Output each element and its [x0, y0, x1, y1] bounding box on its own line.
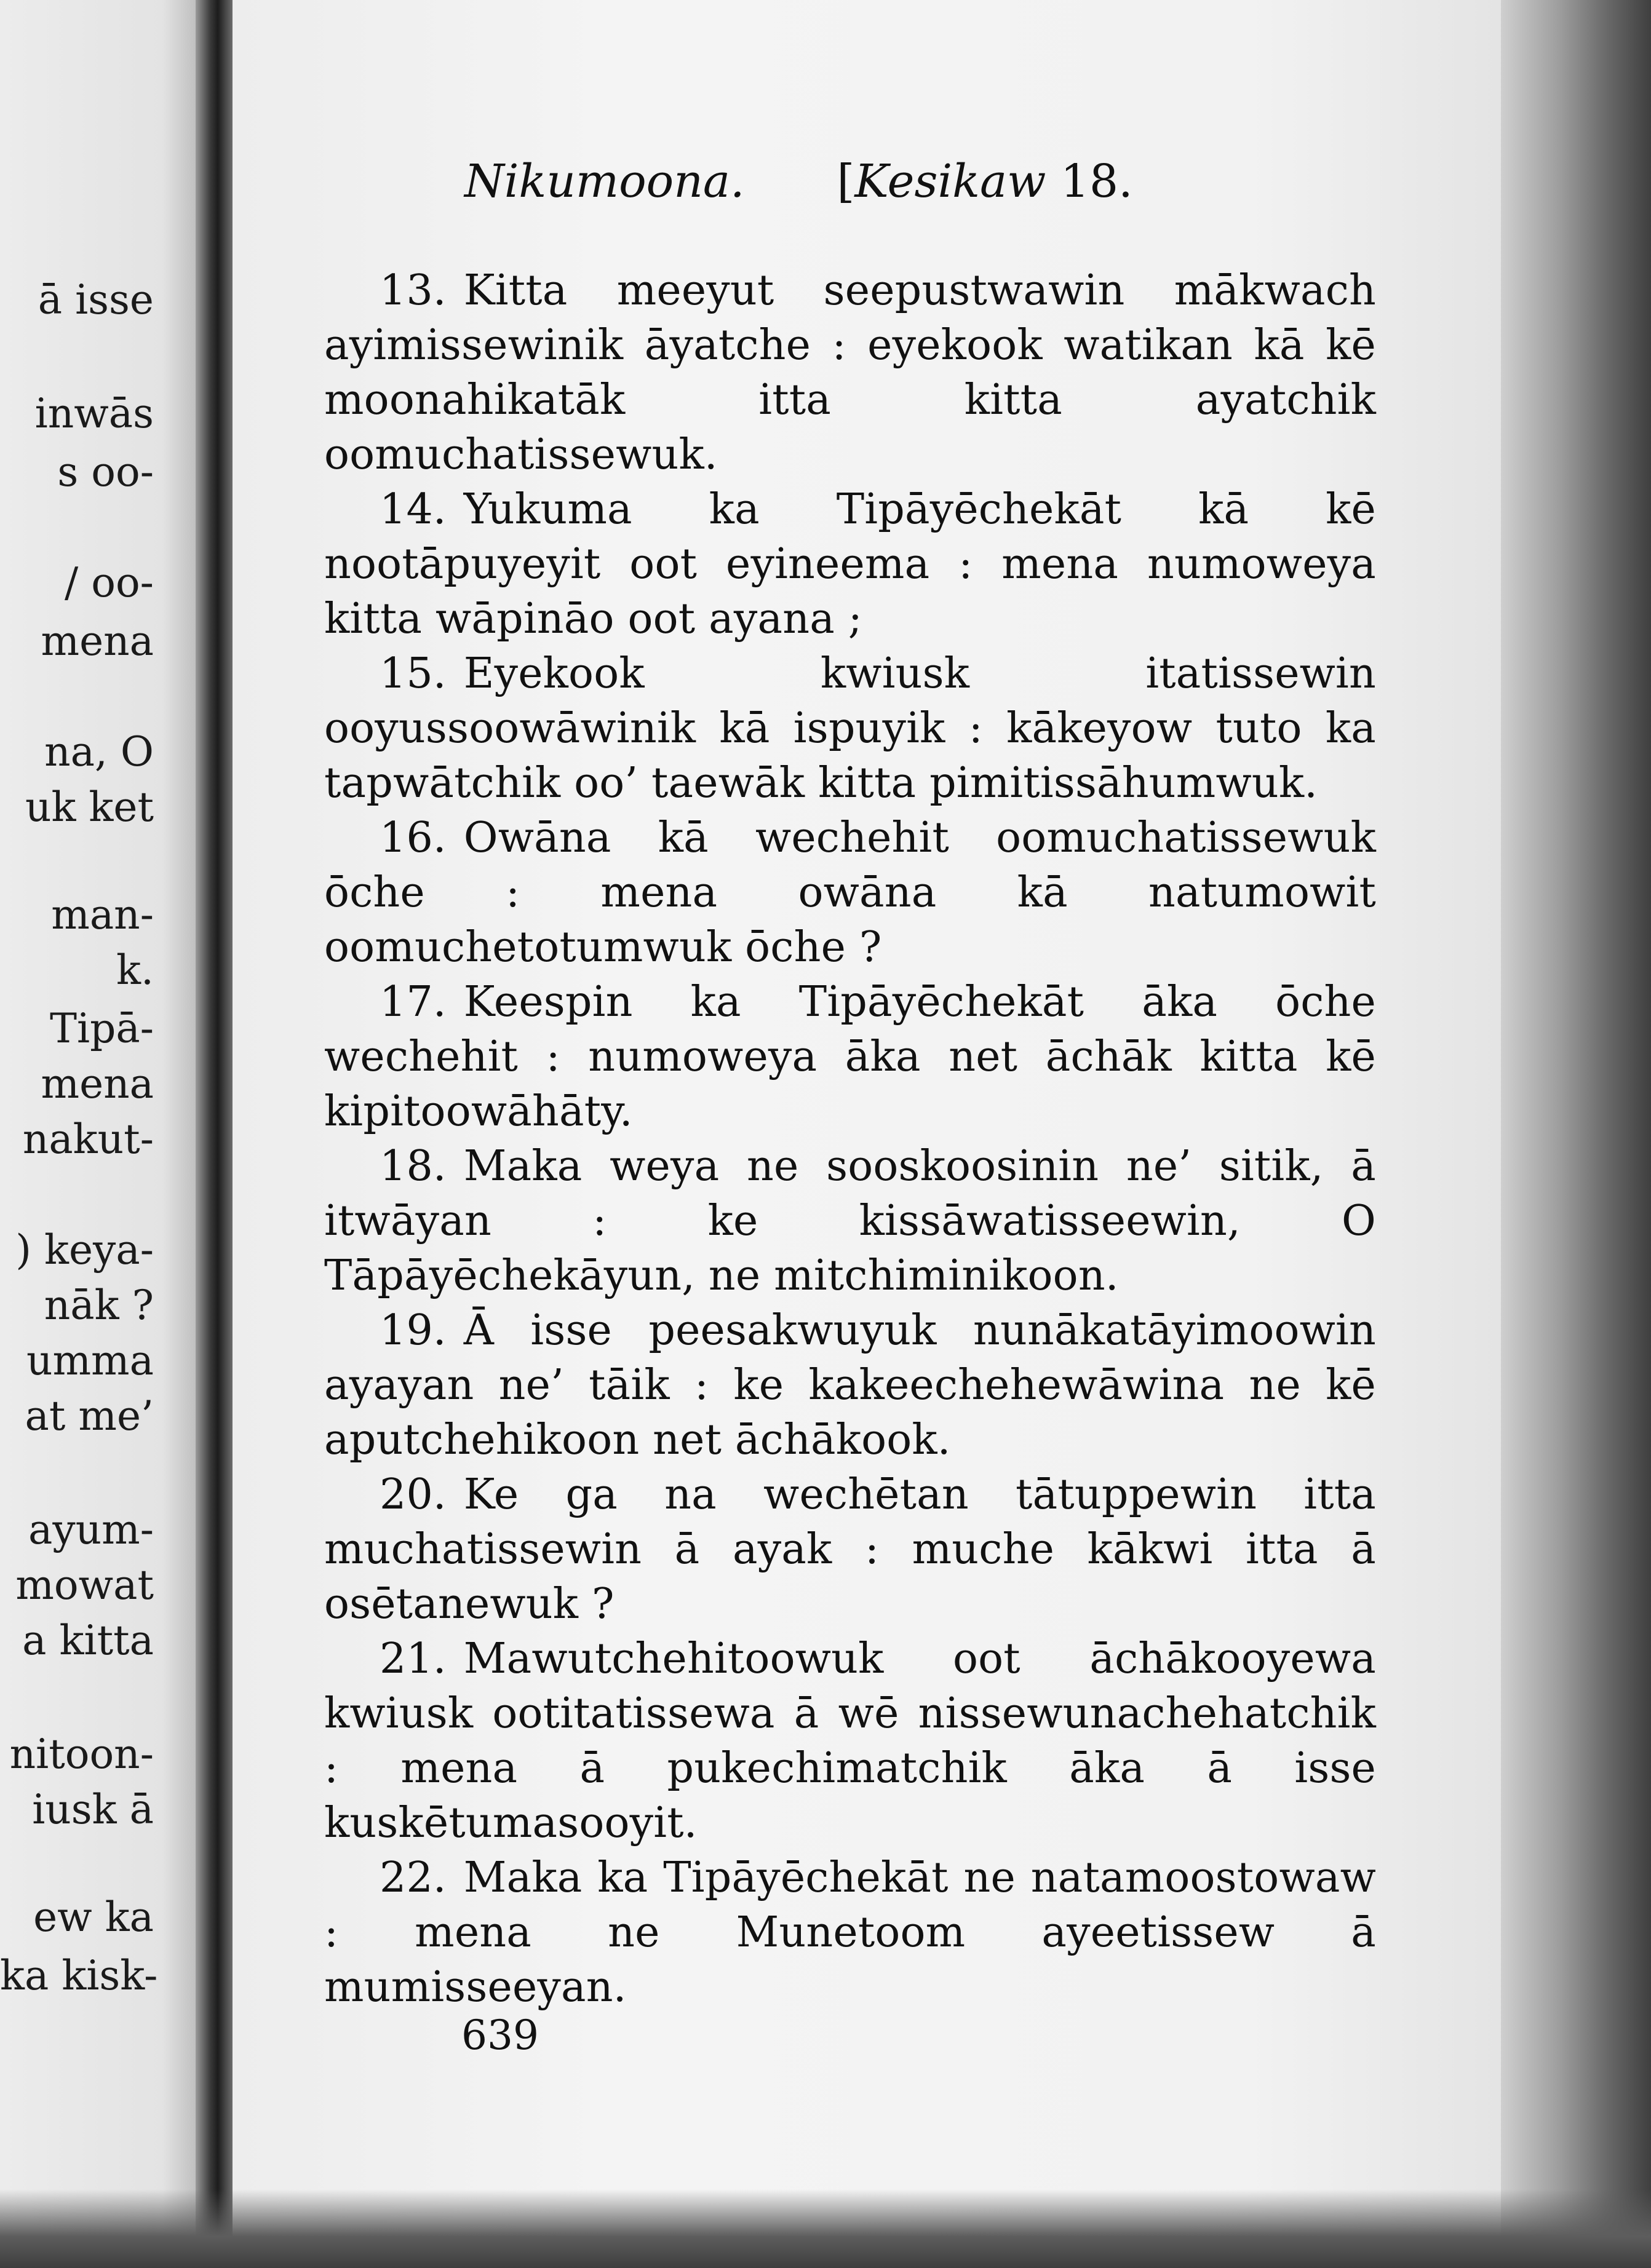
verse [324, 1632, 1376, 1850]
left-page-fragment: mowat [15, 1561, 154, 1609]
verse [324, 975, 1376, 1139]
verse-number: 15. [380, 649, 447, 698]
running-head-title: Nikumoona. [464, 155, 745, 208]
verse-number: 22. [380, 1854, 447, 1902]
verse-text: Ā isse peesakwuyuk nunākatāyimoowin ayayan ne’ tāik : ke kakeechehewāwina ne kē aputchehikoon net āchākook. [324, 1306, 1376, 1464]
book-gutter [196, 0, 233, 2268]
left-page-fragment: inwās [34, 390, 154, 437]
left-page-fragment: mena [41, 617, 154, 665]
verse-text: Ke ga na wechētan tātuppewin itta muchatissewin ā ayak : muche kākwi itta ā osētanewuk ? [324, 1470, 1376, 1628]
left-page-fragment: mena [41, 1060, 154, 1108]
verse-number: 19. [380, 1306, 447, 1355]
verse [324, 811, 1376, 975]
right-page-edge [1501, 0, 1651, 2268]
verse-number: 17. [380, 978, 447, 1026]
verse-text: Keespin ka Tipāyēchekāt āka ōche wechehit : numoweya āka net āchāk kitta kē kipitoowāhāty. [324, 978, 1376, 1136]
left-page-fragment: Tipā- [49, 1005, 154, 1052]
verse-text: Maka weya ne sooskoosinin ne’ sitik, ā itwāyan : ke kissāwatisseewin, O Tāpāyēchekāyun, ne mitchiminikoon. [324, 1142, 1376, 1300]
left-page-fragment: man- [51, 891, 154, 938]
left-page-text-fragments [0, 0, 203, 2268]
verse [324, 1850, 1376, 2015]
left-page-edge [0, 0, 203, 2268]
left-page-fragment: s oo- [57, 448, 154, 496]
verse [324, 1139, 1376, 1303]
verse-text: Mawutchehitoowuk oot āchākooyewa kwiusk ootitatissewa ā wē nissewunachehatchik : mena ā pukechimatchik āka ā isse kuskētumasooyit. [324, 1635, 1376, 1847]
verse-text: Maka ka Tipāyēchekāt ne natamoostowaw : mena ne Munetoom ayeetissew ā mumisseeyan. [324, 1854, 1376, 2012]
verse-number: 20. [380, 1470, 447, 1519]
verse-text: Owāna kā wechehit oomuchatissewuk ōche : mena owāna kā natumowit oomuchetotumwuk ōche ? [324, 814, 1376, 972]
left-page-fragment: iusk ā [32, 1786, 154, 1833]
verse-number: 14. [380, 485, 447, 534]
left-page-fragment: nāk ? [44, 1282, 154, 1329]
running-head-section-number: 18. [1060, 155, 1133, 208]
verse-text: Kitta meeyut seepustwawin mākwach ayimissewinik āyatche : eyekook watikan kā kē moonahikatāk itta kitta ayatchik oomuchatissewuk. [324, 266, 1376, 479]
verse [324, 1467, 1376, 1632]
bottom-shadow [0, 2189, 1651, 2268]
left-page-fragment: uk ket [25, 783, 154, 831]
left-page-fragment: k. [116, 946, 154, 994]
verse [324, 1303, 1376, 1467]
verse-number: 13. [380, 266, 447, 315]
left-page-fragment: ayum- [28, 1506, 154, 1553]
page-number: 639 [461, 2012, 539, 2059]
verse [324, 646, 1376, 811]
running-head [464, 154, 1326, 209]
running-head-section-word: Kesikaw [854, 155, 1046, 208]
verse-block [324, 263, 1376, 2015]
left-page-fragment: ) keya- [15, 1226, 154, 1274]
left-page-fragment: / oo- [65, 559, 154, 606]
left-page-fragment: nakut- [22, 1116, 154, 1163]
left-page-fragment: nitoon- [9, 1731, 154, 1778]
verse [324, 482, 1376, 646]
left-page-fragment: umma [26, 1337, 154, 1384]
verse-text: Eyekook kwiusk itatissewin ooyussoowāwinik kā ispuyik : kākeyow tuto ka tapwātchik oo’ taewāk kitta pimitissāhumwuk. [324, 649, 1376, 807]
verse-number: 21. [380, 1635, 447, 1683]
left-page-fragment: ka kisk- [0, 1952, 158, 1999]
verse-text: Yukuma ka Tipāyēchekāt kā kē nootāpuyeyit oot eyineema : mena numoweya kitta wāpināo oot ayana ; [324, 485, 1376, 643]
running-head-section [837, 155, 1133, 208]
left-page-fragment: na, O [44, 728, 154, 775]
left-page-fragment: ā isse [38, 276, 154, 323]
verse [324, 263, 1376, 482]
verse-number: 18. [380, 1142, 447, 1191]
running-head-bracket: [ [837, 155, 855, 208]
left-page-fragment: at me’ [25, 1392, 154, 1440]
left-page-fragment: ew ka [33, 1893, 154, 1941]
verse-number: 16. [380, 814, 447, 862]
left-page-fragment: a kitta [22, 1617, 154, 1664]
